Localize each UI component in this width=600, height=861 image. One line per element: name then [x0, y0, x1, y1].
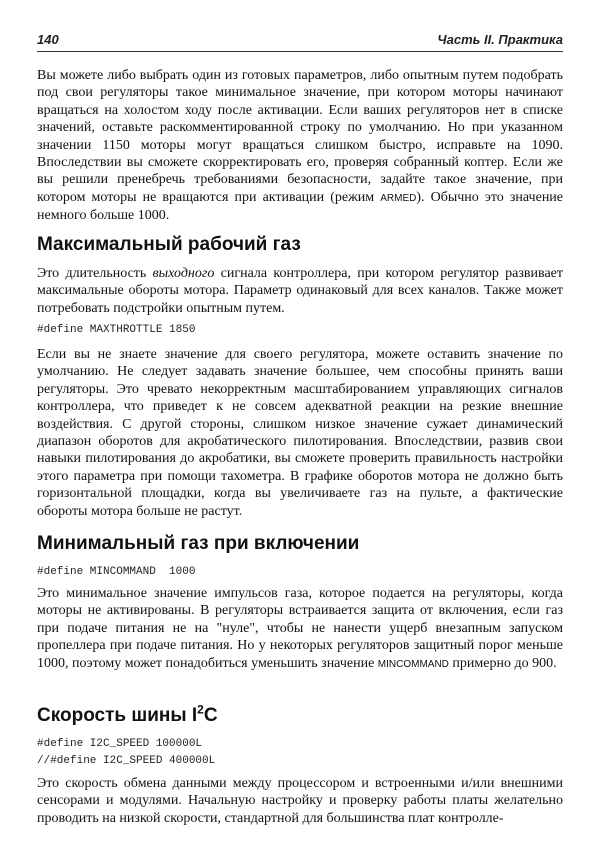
max-throttle-paragraph-1 [37, 265, 563, 317]
code-i2c-speed-1: #define I2C_SPEED 100000L [37, 738, 203, 750]
max-text-b: сигнала контроллера, при котором регулятор развивает максимальные обороты мотора. Параметр одинаковый для всех каналов. Также может потребовать подстройки опытным путем. [37, 266, 564, 316]
mincommand-inline-code: MINCOMMAND [377, 658, 449, 670]
part-title: Часть II. Практика [437, 32, 563, 47]
i2c-heading-main: Скорость шины I [37, 705, 198, 726]
max-text-italic: выходного [152, 266, 215, 281]
min-command-paragraph [37, 585, 563, 673]
i2c-paragraph: Это скорость обмена данными между процессором и встроенными и/или внешними сенсорами и модулями. Начальную настройку и проверку работы платы желательно проводить на низкой скорости, стандартной для большинства плат контролле- [37, 776, 563, 826]
page-number: 140 [37, 32, 59, 47]
intro-text-end: ). Обычно это значение немного больше 1000. [37, 189, 564, 224]
min-text-a: Это минимальное значение импульсов газа, которое подается на регуляторы, когда моторы не активированы. В регуляторы встраивается защита от включения, если газ при подаче питания не на "нуле", чтобы не нанести ущерб внезапным запуском пропеллера при подаче питания. Но у некоторых регуляторов защитный порог меньше 1000, поэтому может понадобиться уменьшить значение [37, 586, 563, 671]
code-maxthrottle: #define MAXTHROTTLE 1850 [37, 324, 196, 336]
heading-max-throttle: Максимальный рабочий газ [37, 234, 301, 255]
heading-i2c-speed [37, 702, 218, 727]
min-text-b: примерно до 900. [452, 655, 557, 671]
heading-min-command: Минимальный газ при включении [37, 533, 360, 554]
intro-text: Вы можете либо выбрать один из готовых параметров, либо опытным путем подобрать под свои регуляторы такое минимальное значение, при котором моторы начинают вращаться на холостом ходу после активации. Если ваших регуляторов нет в списке значений, оставьте раскомментированной строку по умолчанию. Но при указанном значении 1150 моторы могут вращаться слишком быстро, исправьте на 1090. Впоследствии вы сможете скорректировать его, проверяя собранный коптер. Если же вы решили пренебречь требованиями безопасности, задайте такое значение, при котором моторы не вращаются при активации (режим [37, 68, 563, 205]
code-mincommand: #define MINCOMMAND 1000 [37, 566, 196, 578]
header-rule [37, 51, 563, 52]
i2c-heading-sup: 2 [197, 702, 204, 717]
max-text-a: Это длительность [37, 266, 147, 281]
armed-mode-code: ARMED [380, 192, 417, 204]
max-throttle-paragraph-2: Если вы не знаете значение для своего регулятора, можете оставить значение по умолчанию. Не следует задавать значение большее, чем способны принять ваши регуляторы. Это чревато некорректным масштабированием управляющих сигналов контроллера, что приведет к не совсем адекватной реакции на резкие внешние воздействия. С другой стороны, слишком низкое значение сужает динамический диапазон оборотов для акробатического пилотирования. Впоследствии, развив свои навыки пилотирования до акробатики, вы сможете проверить правильность настройки этого параметра при помощи тахометра. В графике оборотов мотора не должно быть горизонтальной площадки, когда вы увеличиваете газ на пульте, а фактические обороты мотора больше не растут. [37, 347, 563, 519]
code-i2c-speed-2: //#define I2C_SPEED 400000L [37, 755, 216, 767]
i2c-heading-end: C [203, 705, 218, 726]
intro-paragraph [37, 67, 563, 225]
page-header [37, 29, 563, 51]
